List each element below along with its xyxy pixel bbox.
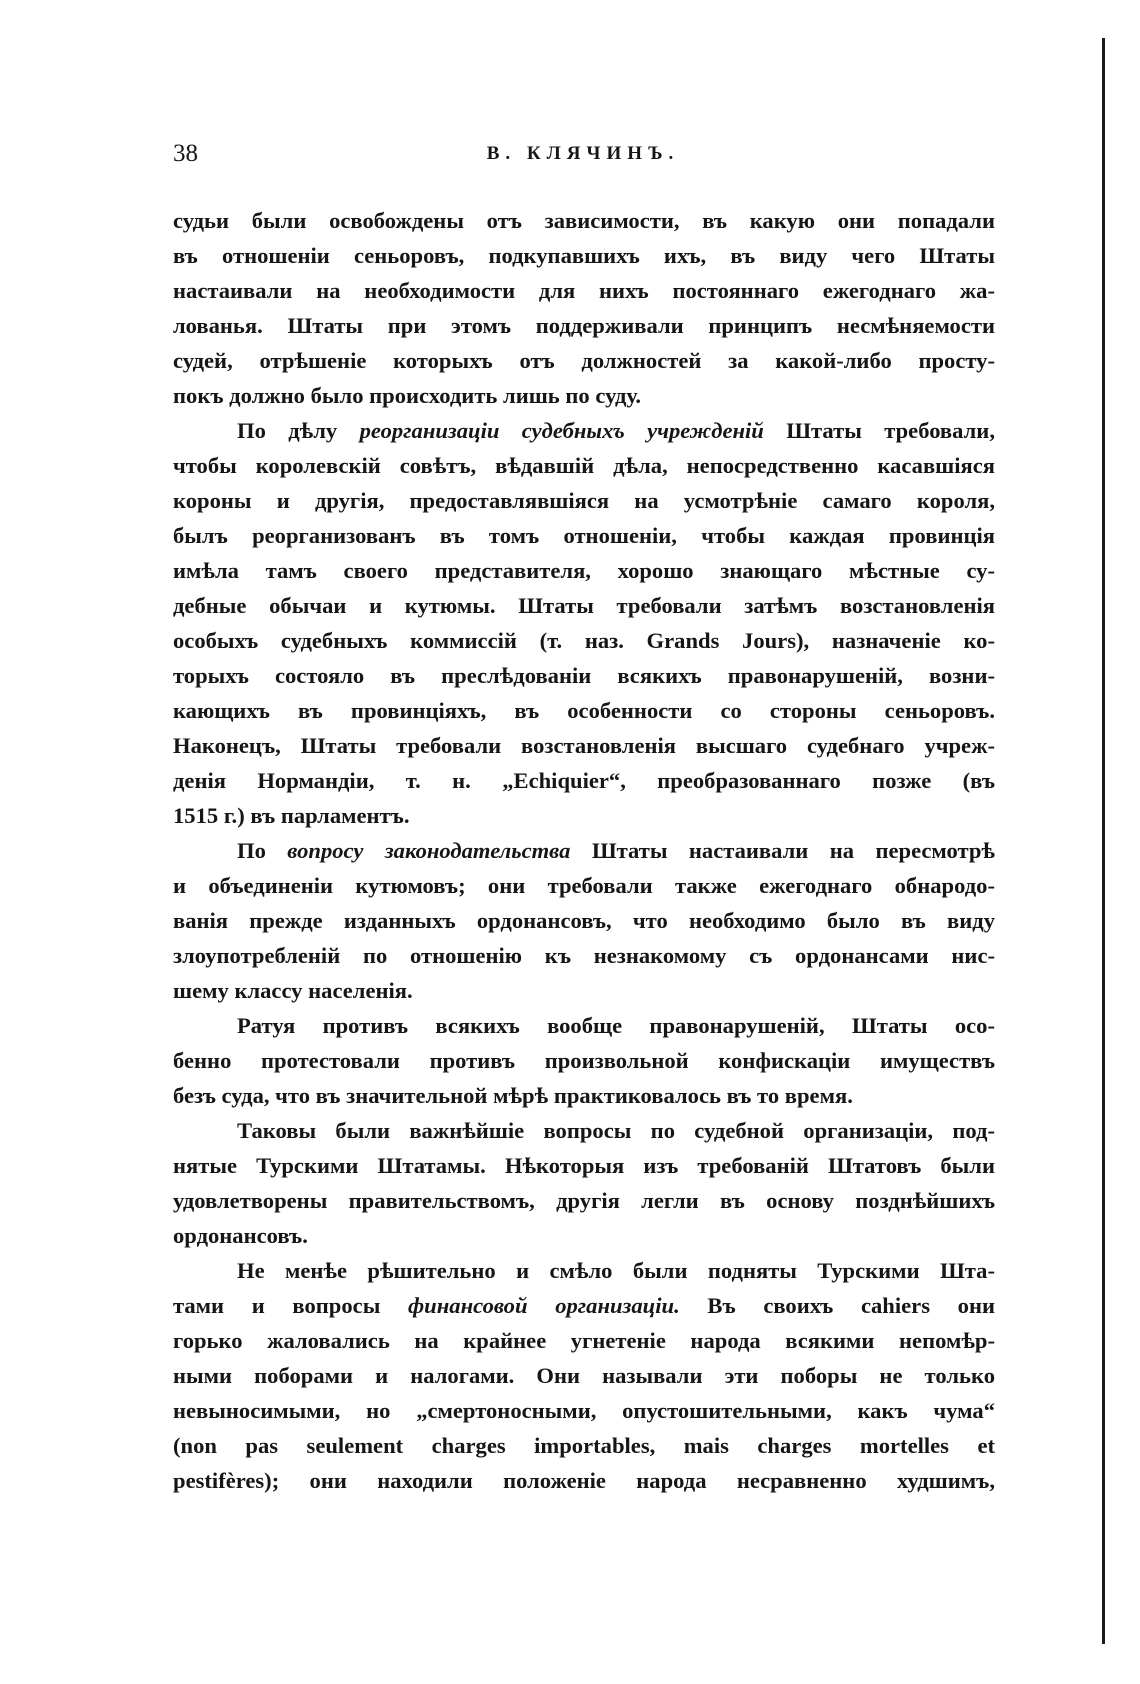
body-text (173, 203, 995, 1498)
text-line (173, 413, 995, 448)
text-line: настаивали на необходимости для нихъ постояннаго ежегоднаго жа- (173, 278, 995, 303)
paragraph-4 (173, 1008, 995, 1113)
text-line: особыхъ судебныхъ коммиссій (т. наз. Grands Jours), назначеніе ко- (173, 628, 995, 653)
text-line: ордонансовъ. (173, 1223, 308, 1248)
text-line: бенно протестовали противъ произвольной конфискаціи имуществъ (173, 1048, 995, 1073)
text-line: 1515 г.) въ парламентъ. (173, 803, 410, 828)
text-run: тами и вопросы (173, 1293, 408, 1318)
text-line: имѣла тамъ своего представителя, хорошо знающаго мѣстные су- (173, 558, 995, 583)
text-run: Штаты настаивали на пересмотрѣ (570, 838, 995, 863)
text-line: pestifères); они находили положеніе народа несравненно худшимъ, (173, 1468, 995, 1493)
text-line: (non pas seulement charges importables, mais charges mortelles et (173, 1433, 995, 1458)
text-line: ными поборами и налогами. Они называли эти поборы не только (173, 1363, 995, 1388)
page-number: 38 (173, 140, 198, 167)
text-line: горько жаловались на крайнее угнетеніе народа всякими непомѣр- (173, 1328, 995, 1353)
text-line: торыхъ состояло въ преслѣдованіи всякихъ правонарушеній, возни- (173, 663, 995, 688)
running-title: В. КЛЯЧИНЪ. (486, 143, 680, 164)
page-header (173, 140, 993, 180)
text-line: невыносимыми, но „смертоносными, опустошительными, какъ чума“ (173, 1398, 995, 1423)
text-line: Не менѣе рѣшительно и смѣло были подняты Турскими Шта- (237, 1258, 995, 1283)
text-line: дебные обычаи и кутюмы. Штаты требовали затѣмъ возстановленія (173, 593, 995, 618)
text-line (173, 1288, 995, 1323)
paragraph-1 (173, 203, 995, 413)
text-run: Въ своихъ cahiers они (679, 1293, 996, 1318)
text-line: злоупотребленій по отношенію къ незнакомому съ ордонансами нис- (173, 943, 995, 968)
italic-term: финансовой организаціи. (408, 1293, 680, 1318)
text-line: Ратуя противъ всякихъ вообще правонарушеній, Штаты осо- (237, 1013, 995, 1038)
paragraph-2 (173, 413, 995, 833)
text-line: судьи были освобождены отъ зависимости, въ какую они попадали (173, 208, 995, 233)
text-line (173, 833, 995, 868)
page-edge-rule (1102, 38, 1105, 1644)
text-line: и объединеніи кутюмовъ; они требовали также ежегоднаго обнародо- (173, 873, 995, 898)
text-run: По (237, 838, 288, 863)
italic-term: вопросу законодательства (287, 838, 571, 863)
text-line: ванія прежде изданныхъ ордонансовъ, что необходимо было въ виду (173, 908, 995, 933)
text-line: покъ должно было происходить лишь по суду. (173, 383, 642, 408)
text-line: лованья. Штаты при этомъ поддерживали принципъ несмѣняемости (173, 313, 995, 338)
text-line: Таковы были важнѣйшіе вопросы по судебной организаціи, под- (237, 1118, 995, 1143)
paragraph-6 (173, 1253, 995, 1498)
italic-term: реорганизаціи судебныхъ учрежденій (359, 418, 764, 443)
text-line: кающихъ въ провинціяхъ, въ особенности со стороны сеньоровъ. (173, 698, 995, 723)
text-line: Наконецъ, Штаты требовали возстановленія высшаго судебнаго учреж- (173, 733, 995, 758)
text-line: чтобы королевскій совѣтъ, вѣдавшій дѣла, непосредственно касавшіяся (173, 453, 995, 478)
text-run: По дѣлу (237, 418, 360, 443)
text-line: шему классу населенія. (173, 978, 413, 1003)
text-line: денія Нормандіи, т. н. „Echiquier“, преобразованнаго позже (въ (173, 768, 995, 793)
paragraph-3 (173, 833, 995, 1008)
text-line: нятые Турскими Штатамы. Нѣкоторыя изъ требованій Штатовъ были (173, 1153, 995, 1178)
text-line: удовлетворены правительствомъ, другія легли въ основу позднѣйшихъ (173, 1188, 995, 1213)
text-line: въ отношеніи сеньоровъ, подкупавшихъ ихъ, въ виду чего Штаты (173, 243, 995, 268)
text-line: былъ реорганизованъ въ томъ отношеніи, чтобы каждая провинція (173, 523, 995, 548)
text-line: короны и другія, предоставлявшіяся на усмотрѣніе самаго короля, (173, 488, 995, 513)
text-run: Штаты требовали, (763, 418, 995, 443)
paragraph-5 (173, 1113, 995, 1253)
text-line: безъ суда, что въ значительной мѣрѣ практиковалось въ то время. (173, 1083, 853, 1108)
text-line: судей, отрѣшеніе которыхъ отъ должностей за какой-либо просту- (173, 348, 995, 373)
